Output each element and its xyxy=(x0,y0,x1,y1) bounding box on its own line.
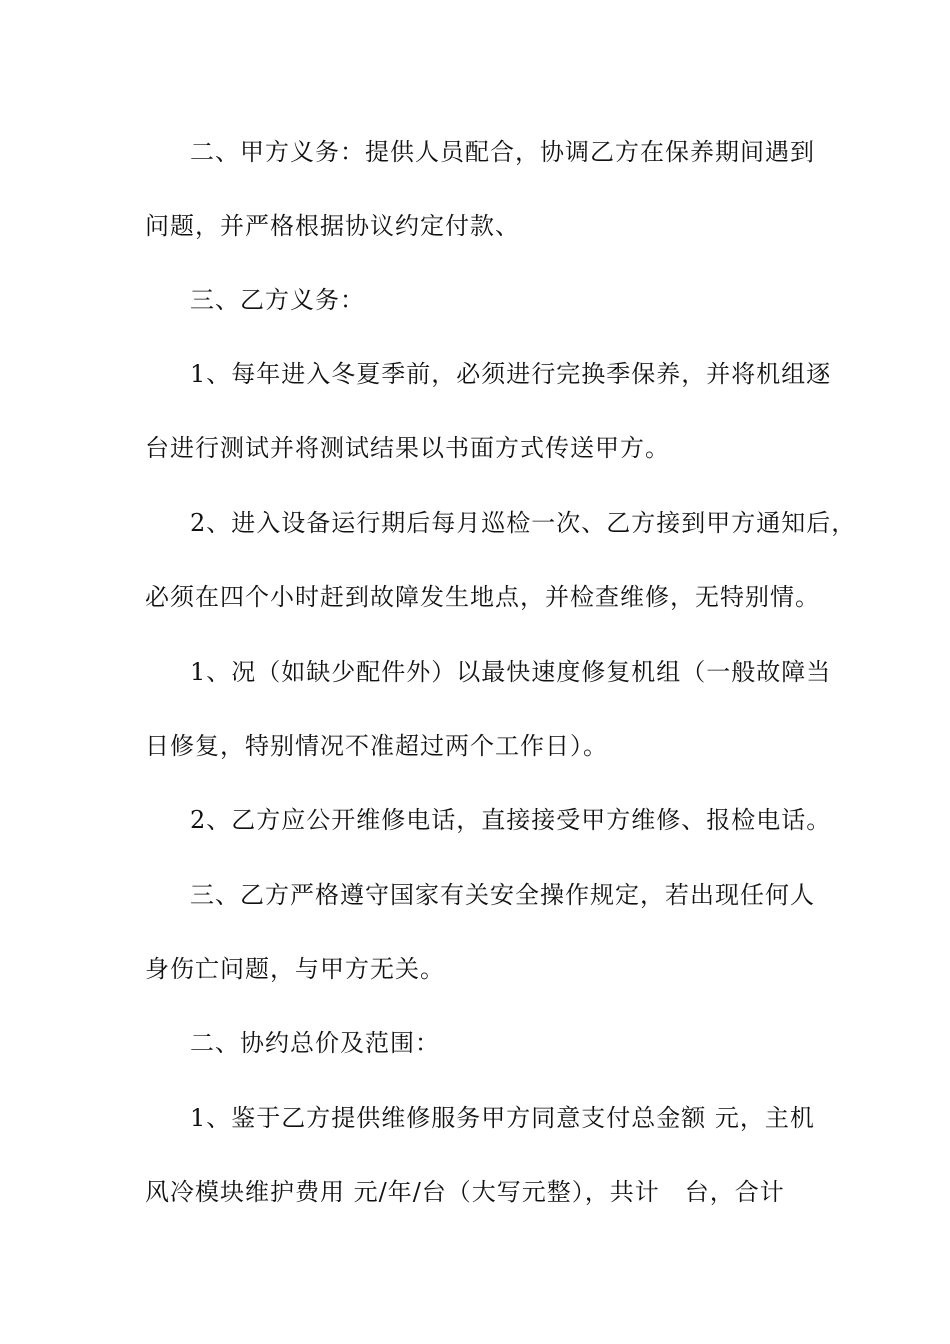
text-line: 必须在四个小时赶到故障发生地点，并检查维修，无特别情。 xyxy=(145,583,820,611)
text-line: 1、鉴于乙方提供维修服务甲方同意支付总金额 元，主机 xyxy=(190,1104,815,1132)
text-line: 1、况（如缺少配件外）以最快速度修复机组（一般故障当 xyxy=(190,658,832,686)
text-line: 2、进入设备运行期后每月巡检一次、乙方接到甲方通知后， xyxy=(190,509,857,537)
section-heading: 二、协约总价及范围： xyxy=(190,1029,440,1057)
text-line: 1、每年进入冬夏季前，必须进行完换季保养，并将机组逐 xyxy=(190,360,832,388)
text-line: 三、乙方严格遵守国家有关安全操作规定，若出现任何人 xyxy=(190,881,815,909)
text-line: 2、乙方应公开维修电话，直接接受甲方维修、报检电话。 xyxy=(190,806,832,834)
text-line: 身伤亡问题，与甲方无关。 xyxy=(145,955,445,983)
section-heading: 三、乙方义务： xyxy=(190,286,365,314)
text-line: 风冷模块维护费用 元/年/台（大写元整），共计 台，合计 xyxy=(145,1178,785,1206)
text-line: 台进行测试并将测试结果以书面方式传送甲方。 xyxy=(145,434,670,462)
text-line: 日修复，特别情况不准超过两个工作日）。 xyxy=(145,732,608,760)
text-line: 二、甲方义务：提供人员配合，协调乙方在保养期间遇到 xyxy=(190,138,815,166)
text-line: 问题，并严格根据协议约定付款、 xyxy=(145,212,520,240)
